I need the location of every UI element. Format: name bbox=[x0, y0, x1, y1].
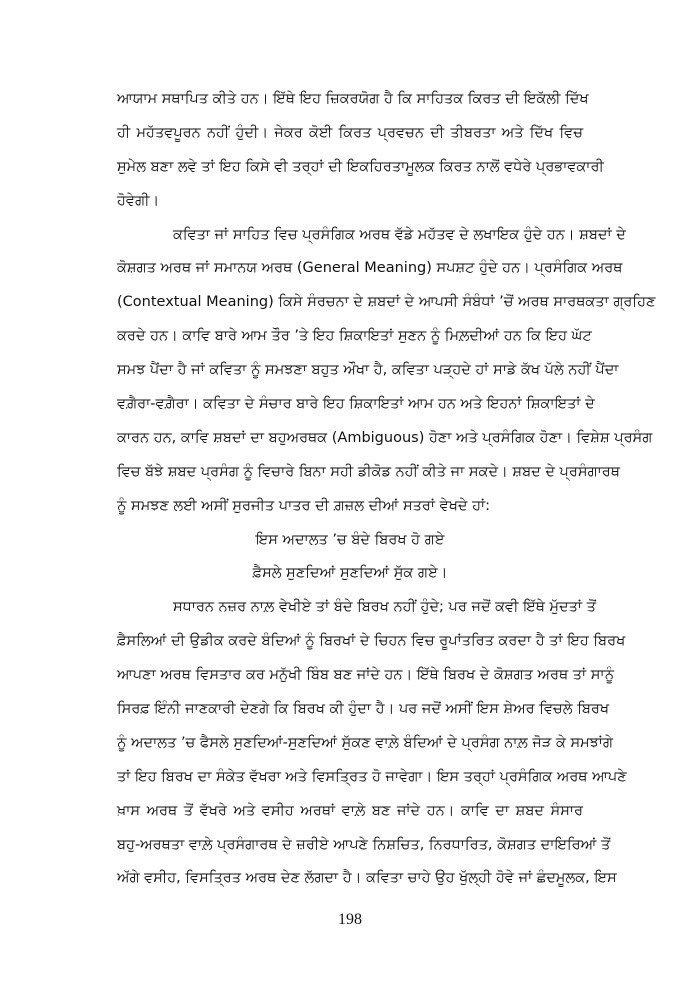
text-line: ਕੋਸ਼ਗਤ ਅਰਥ ਜਾਂ ਸਮਾਨਯ ਅਰਥ (General Meaning) ਸਪਸ਼ਟ ਹੁੰਦੇ ਹਨ। ਪ੍ਰਸੰਗਿਕ ਅਰਥ bbox=[117, 260, 623, 277]
text-line: ਆਯਾਮ ਸਥਾਪਿਤ ਕੀਤੇ ਹਨ। ਇੱਥੇ ਇਹ ਜ਼ਿਕਰਯੋਗ ਹੈ ਕਿ ਸਾਹਿਤਕ ਕਿਰਤ ਦੀ ਇਕੱਲੀ ਦਿੱਖ bbox=[117, 91, 589, 107]
text-line: ਤਾਂ ਇਹ ਬਿਰਖ ਦਾ ਸੰਕੇਤ ਵੱਖਰਾ ਅਤੇ ਵਿਸਤ੍ਰਿਤ ਹੋ ਜਾਵੇਗਾ। ਇਸ ਤਰ੍ਹਾਂ ਪ੍ਰਸੰਗਿਕ ਅਰਥ ਆਪਣੇ bbox=[117, 768, 627, 785]
text-line: ਖ਼ਾਸ ਅਰਥ ਤੋਂ ਵੱਖਰੇ ਅਤੇ ਵਸੀਹ ਅਰਥਾਂ ਵਾਲ਼ੇ ਬਣ ਜਾਂਦੇ ਹਨ। ਕਾਵਿ ਦਾ ਸ਼ਬਦ ਸੰਸਾਰ bbox=[117, 802, 583, 819]
text-line: ਬਹੁ-ਅਰਥਤਾ ਵਾਲ਼ੇ ਪ੍ਰਸੰਗਾਰਥ ਦੇ ਜ਼ਰੀਏ ਆਪਣੇ ਨਿਸ਼ਚਿਤ, ਨਿਰਧਾਰਿਤ, ਕੋਸ਼ਗਤ ਦਾਇਰਿਆਂ ਤੋਂ bbox=[117, 836, 611, 853]
text-line: ਫ਼ੈਸਲਿਆਂ ਦੀ ਉਡੀਕ ਕਰਦੇ ਬੰਦਿਆਂ ਨੂੰ ਬਿਰਖਾਂ ਦੇ ਚਿਹਨ ਵਿਚ ਰੂਪਾਂਤਰਿਤ ਕਰਦਾ ਹੈ ਤਾਂ ਇਹ ਬਿਰਖ bbox=[117, 633, 626, 650]
verse-line: ਫ਼ੈਸਲੇ ਸੁਣਦਿਆਂ ਸੁਣਦਿਆਂ ਸੁੱਕ ਗਏ। bbox=[252, 565, 448, 582]
page-number: 198 bbox=[338, 911, 362, 928]
text-line: ਹੋਵੇਗੀ। bbox=[117, 192, 160, 209]
page-body bbox=[117, 83, 656, 896]
text-line: ਵਿਚ ਬੱਝੇ ਸ਼ਬਦ ਪ੍ਰਸੰਗ ਨੂੰ ਵਿਚਾਰੇ ਬਿਨਾ ਸਹੀ ਡੀਕੋਡ ਨਹੀਂ ਕੀਤੇ ਜਾ ਸਕਦੇ। ਸ਼ਬਦ ਦੇ ਪ੍ਰਸੰਗਾਰਥ bbox=[117, 463, 620, 480]
text-line: ਸਮਝ ਪੈਂਦਾ ਹੈ ਜਾਂ ਕਵਿਤਾ ਨੂੰ ਸਮਝਣਾ ਬਹੁਤ ਔਖਾ ਹੈ, ਕਵਿਤਾ ਪੜ੍ਹਦੇ ਹਾਂ ਸਾਡੇ ਕੱਖ ਪੱਲੇ ਨਹੀਂ ਪੈਂਦਾ bbox=[117, 362, 619, 379]
text-line: ਅੱਗੇ ਵਸੀਹ, ਵਿਸਤ੍ਰਿਤ ਅਰਥ ਦੇਣ ਲੱਗਦਾ ਹੈ। ਕਵਿਤਾ ਚਾਹੇ ਉਹ ਖੁੱਲ੍ਹੀ ਹੋਵੇ ਜਾਂ ਛੰਦਮੂਲਕ, ਇਸ bbox=[117, 870, 617, 887]
text-line: (Contextual Meaning) ਕਿਸੇ ਸੰਰਚਨਾ ਦੇ ਸ਼ਬਦਾਂ ਦੇ ਆਪਸੀ ਸੰਬੰਧਾਂ ’ਚੋਂ ਅਰਥ ਸਾਰਥਕਤਾ ਗ੍ਰਹਿਣ bbox=[117, 294, 656, 311]
verse-line: ਇਸ ਅਦਾਲਤ ’ਚ ਬੰਦੇ ਬਿਰਖ ਹੋ ਗਏ bbox=[255, 531, 445, 548]
text-line: ਹੀ ਮਹੱਤਵਪੂਰਨ ਨਹੀਂ ਹੁੰਦੀ। ਜੇਕਰ ਕੋਈ ਕਿਰਤ ਪ੍ਰਵਚਨ ਦੀ ਤੀਬਰਤਾ ਅਤੇ ਦਿੱਖ ਵਿਚ bbox=[117, 124, 583, 141]
text-line: ਨੂੰ ਅਦਾਲਤ ’ਚ ਫੈਸਲੇ ਸੁਣਦਿਆਂ-ਸੁਣਦਿਆਂ ਸੁੱਕਣ ਵਾਲ਼ੇ ਬੰਦਿਆਂ ਦੇ ਪ੍ਰਸੰਗ ਨਾਲ਼ ਜੋੜ ਕੇ ਸਮਝਾਂਗੇ bbox=[117, 734, 613, 751]
text-line: ਵਗ਼ੈਰਾ-ਵਗ਼ੈਰਾ। ਕਵਿਤਾ ਦੇ ਸੰਚਾਰ ਬਾਰੇ ਇਹ ਸ਼ਿਕਾਇਤਾਂ ਆਮ ਹਨ ਅਤੇ ਇਹਨਾਂ ਸ਼ਿਕਾਇਤਾਂ ਦੇ bbox=[117, 396, 595, 413]
text-line: ਸਿਰਫ਼ ਇੰਨੀ ਜਾਣਕਾਰੀ ਦੇਣਗੇ ਕਿ ਬਿਰਖ ਕੀ ਹੁੰਦਾ ਹੈ। ਪਰ ਜਦੋਂ ਅਸੀਂ ਇਸ ਸ਼ੇਅਰ ਵਿਚਲੇ ਬਿਰਖ bbox=[117, 701, 610, 718]
text-line: ਸੁਮੇਲ ਬਣਾ ਲਵੇ ਤਾਂ ਇਹ ਕਿਸੇ ਵੀ ਤਰ੍ਹਾਂ ਦੀ ਇਕਹਿਰਤਾਮੂਲਕ ਕਿਰਤ ਨਾਲੋਂ ਵਧੇਰੇ ਪ੍ਰਭਾਵਕਾਰੀ bbox=[117, 158, 604, 175]
paragraph-start-line: ਸਧਾਰਨ ਨਜ਼ਰ ਨਾਲ਼ ਵੇਖੀਏ ਤਾਂ ਬੰਦੇ ਬਿਰਖ ਨਹੀਂ ਹੁੰਦੇ; ਪਰ ਜਦੋਂ ਕਵੀ ਇੱਥੇ ਮੁੱਦਤਾਂ ਤੋਂ bbox=[173, 599, 596, 616]
paragraph-start-line: ਕਵਿਤਾ ਜਾਂ ਸਾਹਿਤ ਵਿਚ ਪ੍ਰਸੰਗਿਕ ਅਰਥ ਵੱਡੇ ਮਹੱਤਵ ਦੇ ਲਖਾਇਕ ਹੁੰਦੇ ਹਨ। ਸ਼ਬਦਾਂ ਦੇ bbox=[173, 226, 626, 243]
text-line: ਕਾਰਨ ਹਨ, ਕਾਵਿ ਸ਼ਬਦਾਂ ਦਾ ਬਹੁਅਰਥਕ (Ambiguous) ਹੋਣਾ ਅਤੇ ਪ੍ਰਸੰਗਿਕ ਹੋਣਾ। ਵਿਸ਼ੇਸ਼ ਪ੍ਰਸੰਗ bbox=[117, 429, 653, 446]
text-line: ਕਰਦੇ ਹਨ। ਕਾਵਿ ਬਾਰੇ ਆਮ ਤੌਰ ’ਤੇ ਇਹ ਸ਼ਿਕਾਇਤਾਂ ਸੁਣਨ ਨੂੰ ਮਿਲ਼ਦੀਆਂ ਹਨ ਕਿ ਇਹ ਘੱਟ bbox=[117, 328, 592, 345]
text-line: ਨੂੰ ਸਮਝਣ ਲਈ ਅਸੀਂ ਸੁਰਜੀਤ ਪਾਤਰ ਦੀ ਗ਼ਜ਼ਲ ਦੀਆਂ ਸਤਰਾਂ ਵੇਖਦੇ ਹਾਂ: bbox=[117, 497, 491, 514]
text-line: ਆਪਣਾ ਅਰਥ ਵਿਸਤਾਰ ਕਰ ਮਨੁੱਖੀ ਬਿੰਬ ਬਣ ਜਾਂਦੇ ਹਨ। ਇੱਥੇ ਬਿਰਖ ਦੇ ਕੋਸ਼ਗਤ ਅਰਥ ਤਾਂ ਸਾਨੂੰ bbox=[117, 667, 615, 684]
